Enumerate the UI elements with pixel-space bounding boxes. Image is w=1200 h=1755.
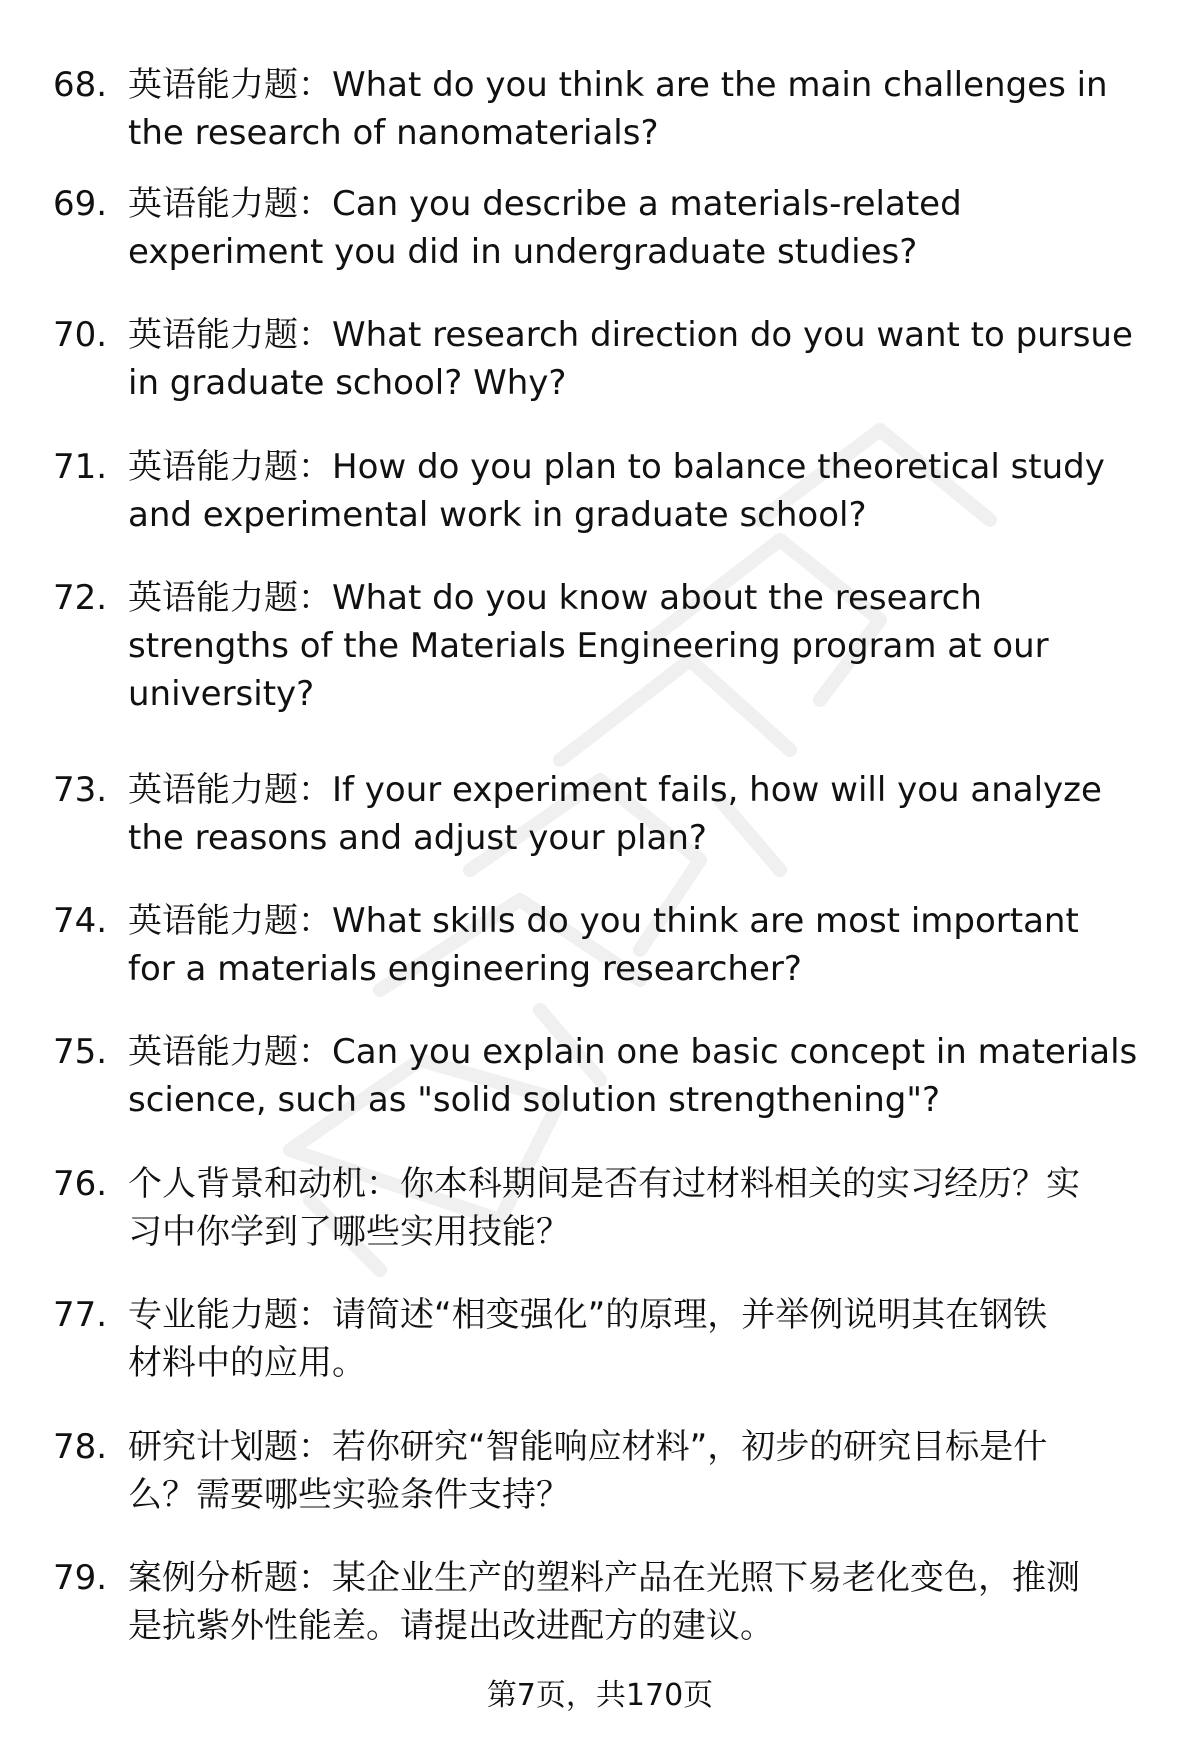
question-line: 材料中的应用。 (128, 1343, 366, 1383)
question-line: 案例分析题：某企业生产的塑料产品在光照下易老化变色，推测 (128, 1558, 1080, 1598)
question-text (128, 1291, 1168, 1387)
question-line: 英语能力题：How do you plan to balance theoretical study (128, 447, 1105, 487)
question-text (128, 443, 1168, 539)
question-line: strengths of the Materials Engineering program at our (128, 626, 1049, 666)
question-number: 79. (53, 1558, 108, 1598)
question-number: 69. (53, 184, 108, 224)
question-line: 研究计划题：若你研究“智能响应材料”，初步的研究目标是什 (128, 1427, 1048, 1467)
question-line: the reasons and adjust your plan? (128, 818, 707, 858)
page-number: 第7页，共170页 (486, 1678, 714, 1713)
question-line: 个人背景和动机：你本科期间是否有过材料相关的实习经历？实 (128, 1164, 1080, 1204)
question-text (128, 1028, 1168, 1124)
question-line: the research of nanomaterials? (128, 113, 659, 153)
question-number: 75. (53, 1032, 108, 1072)
question-number: 76. (53, 1164, 108, 1204)
question-text (128, 574, 1168, 718)
question-text (128, 311, 1168, 407)
question-number: 71. (53, 447, 108, 487)
question-text (128, 1160, 1168, 1256)
question-line: and experimental work in graduate school? (128, 495, 867, 535)
question-number: 78. (53, 1427, 108, 1467)
question-number: 70. (53, 315, 108, 355)
question-number: 68. (53, 65, 108, 105)
question-number: 73. (53, 770, 108, 810)
question-line: 专业能力题：请简述“相变强化”的原理，并举例说明其在钢铁 (128, 1295, 1048, 1335)
question-line: 习中你学到了哪些实用技能？ (128, 1212, 570, 1252)
question-number: 77. (53, 1295, 108, 1335)
question-number: 74. (53, 901, 108, 941)
question-line: in graduate school? Why? (128, 363, 567, 403)
question-line: university? (128, 674, 315, 714)
question-text (128, 897, 1168, 993)
question-text (128, 766, 1168, 862)
question-text (128, 61, 1168, 157)
question-line: science, such as "solid solution strengthening"? (128, 1080, 941, 1120)
question-line: 英语能力题：Can you explain one basic concept in materials (128, 1032, 1138, 1072)
question-line: 是抗紫外性能差。请提出改进配方的建议。 (128, 1606, 774, 1646)
question-text (128, 1554, 1168, 1650)
question-line: 英语能力题：What skills do you think are most important (128, 901, 1079, 941)
question-line: 英语能力题：If your experiment fails, how will you analyze (128, 770, 1102, 810)
question-line: experiment you did in undergraduate studies? (128, 232, 918, 272)
question-line: for a materials engineering researcher? (128, 949, 802, 989)
question-line: 么？需要哪些实验条件支持？ (128, 1475, 570, 1515)
question-text (128, 180, 1168, 276)
question-line: 英语能力题：What do you know about the research (128, 578, 982, 618)
question-line: 英语能力题：What research direction do you want to pursue (128, 315, 1133, 355)
question-line: 英语能力题：What do you think are the main challenges in (128, 65, 1108, 105)
question-line: 英语能力题：Can you describe a materials-related (128, 184, 962, 224)
question-text (128, 1423, 1168, 1519)
question-number: 72. (53, 578, 108, 618)
